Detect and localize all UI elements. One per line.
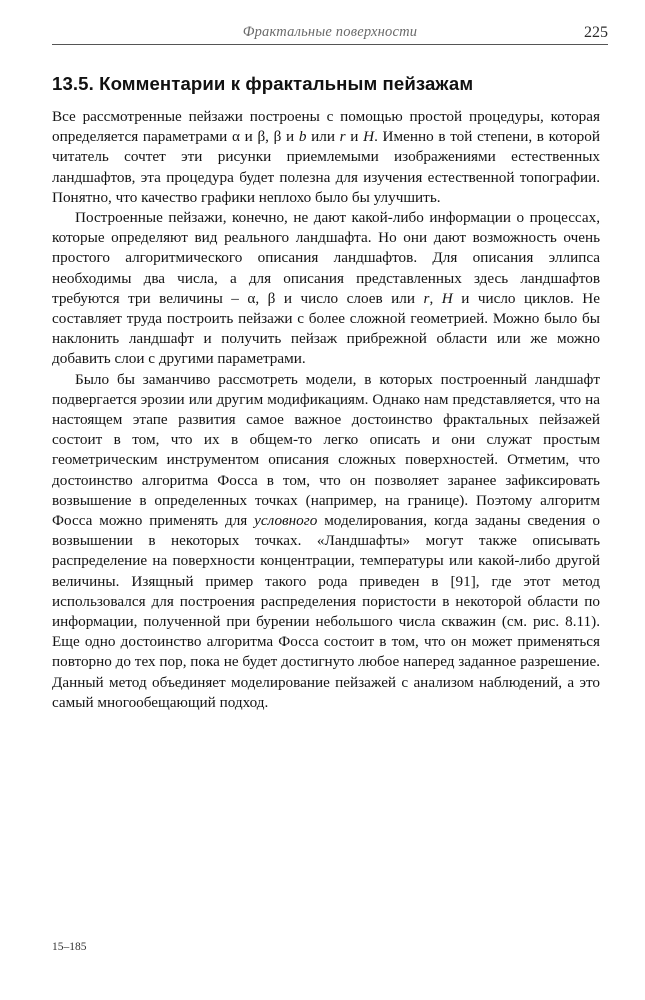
running-head	[52, 24, 608, 46]
paragraph-2	[52, 208, 600, 370]
paragraph-1	[52, 107, 600, 208]
text-run: и число циклов. Не составляет труда построить пейзажи с более сложной геометрией. Можно было бы наклонить ландшафт и получить пейзаж прибрежной области или же можно добавить слои с другими параметрами.	[52, 289, 601, 368]
page-number: 225	[584, 24, 608, 41]
math-var: r	[423, 289, 430, 307]
math-var: r	[339, 128, 346, 146]
text-run: моделирования, когда заданы сведения о возвышении в некоторых точках. «Ландшафты» могут также описывать распределение на поверхности концентрации, температуры или какой-либо другой величины. Изящный пример такого рода приведен в [91], где этот метод использовался для построения распределения пористости в некоторой области по информации, полученной при бурении небольшого числа скважин (см. рис. 8.11). Еще одно достоинство алгоритма Фосса состоит в том, что он может применяться повторно до тех пор, пока не будет достигнуто любое наперед заданное разрешение. Данный метод объединяет моделирование пейзажей с анализом наблюдений, а это самый многообещающий подход.	[52, 512, 600, 711]
body-text	[52, 107, 600, 713]
paragraph-3	[52, 370, 600, 713]
text-run: ,	[429, 289, 442, 307]
signature-mark: 15–185	[52, 941, 87, 953]
math-var: H	[363, 128, 375, 146]
text-run: и	[345, 128, 364, 146]
running-title: Фрактальные поверхности	[242, 24, 418, 40]
text-run: или	[306, 128, 340, 146]
math-var: H	[441, 289, 453, 307]
text-run: Построенные пейзажи, конечно, не дают какой-либо информации о процессах, которые определяют вид реального ландшафта. Но они дают возможность очень простого алгоритмического описания ландшафтов. Для описания эллипса необходимы два числа, а для описания представленных здесь ландшафтов требуются три величины – α, β и число слоев или	[52, 209, 600, 307]
text-run: . Именно в той степени, в которой читатель сочтет эти рисунки приемлемыми изображениями естественных ландшафтов, эта процедура будет полезна для изучения естественной топографии. Понятно, что качество графики неплохо было бы улучшить.	[52, 128, 601, 206]
text-run: Было бы заманчиво рассмотреть модели, в которых построенный ландшафт подвергается эрозии или другим модификациям. Однако нам представляется, что на настоящем этапе развития самое важное достоинство фрактальных пейзажей состоит в том, что их в общем-то легко описать и они служат простым геометрическим инструментом описания сложных поверхностей. Отметим, что достоинство алгоритма Фосса в том, что он позволяет заранее зафиксировать возвышение в определенных точках (например, на границе). Поэтому алгоритм Фосса можно применять для	[52, 370, 600, 530]
math-var: b	[298, 128, 307, 146]
text-run: Все рассмотренные пейзажи построены с помощью простой процедуры, которая определяется параметрами α и β, β и	[52, 108, 600, 146]
section-title: 13.5. Комментарии к фрактальным пейзажам	[52, 73, 474, 94]
header-rule	[52, 44, 608, 45]
emphasis: условного	[254, 512, 318, 530]
